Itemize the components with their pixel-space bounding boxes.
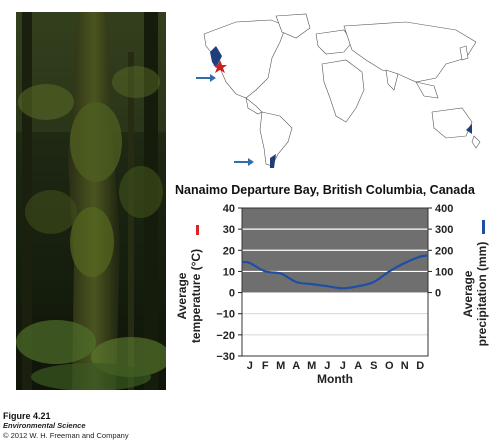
right-tick-label: 100 <box>435 266 454 279</box>
x-axis-label: Month <box>317 372 353 386</box>
copyright-text: © 2012 W. H. Freeman and Company <box>3 431 129 440</box>
climate-chart <box>160 198 500 400</box>
left-tick-label: −10 <box>216 308 235 321</box>
figure-label: Figure 4.21 <box>3 411 51 421</box>
month-label: M <box>307 360 317 372</box>
month-label: F <box>261 360 269 372</box>
month-label: A <box>292 360 301 372</box>
right-tick-label: 300 <box>435 224 454 237</box>
right-tick-label: 0 <box>435 287 442 300</box>
month-label: J <box>324 360 331 372</box>
left-tick-label: 20 <box>222 245 235 258</box>
precipitation-legend-marker <box>482 220 485 234</box>
left-tick-label: 30 <box>222 224 235 237</box>
left-tick-label: −30 <box>216 351 235 363</box>
chart-title: Nanaimo Departure Bay, British Columbia, Canada <box>175 183 475 197</box>
left-tick-label: −20 <box>216 329 235 342</box>
figure-caption <box>3 411 129 441</box>
right-axis-label-line2: precipitation (mm) <box>475 241 489 347</box>
left-tick-label: 10 <box>222 266 235 279</box>
left-tick-label: 40 <box>222 203 235 215</box>
month-label: M <box>276 360 286 372</box>
month-label: O <box>384 360 394 372</box>
book-title: Environmental Science <box>3 421 86 430</box>
month-label: N <box>400 360 409 372</box>
left-axis-label-line2: temperature (°C) <box>189 248 203 344</box>
month-label: S <box>370 360 378 372</box>
forest-photo <box>16 12 166 390</box>
month-label: D <box>416 360 425 372</box>
month-label: J <box>246 360 253 372</box>
left-tick-label: 0 <box>228 287 235 300</box>
month-label: J <box>339 360 346 372</box>
world-map <box>176 12 486 172</box>
left-axis-label-line1: Average <box>175 272 189 320</box>
month-label: A <box>354 360 363 372</box>
right-tick-label: 400 <box>435 203 454 215</box>
right-axis-label-line1: Average <box>461 270 475 318</box>
temperature-legend-marker <box>196 225 199 235</box>
right-tick-label: 200 <box>435 245 454 258</box>
